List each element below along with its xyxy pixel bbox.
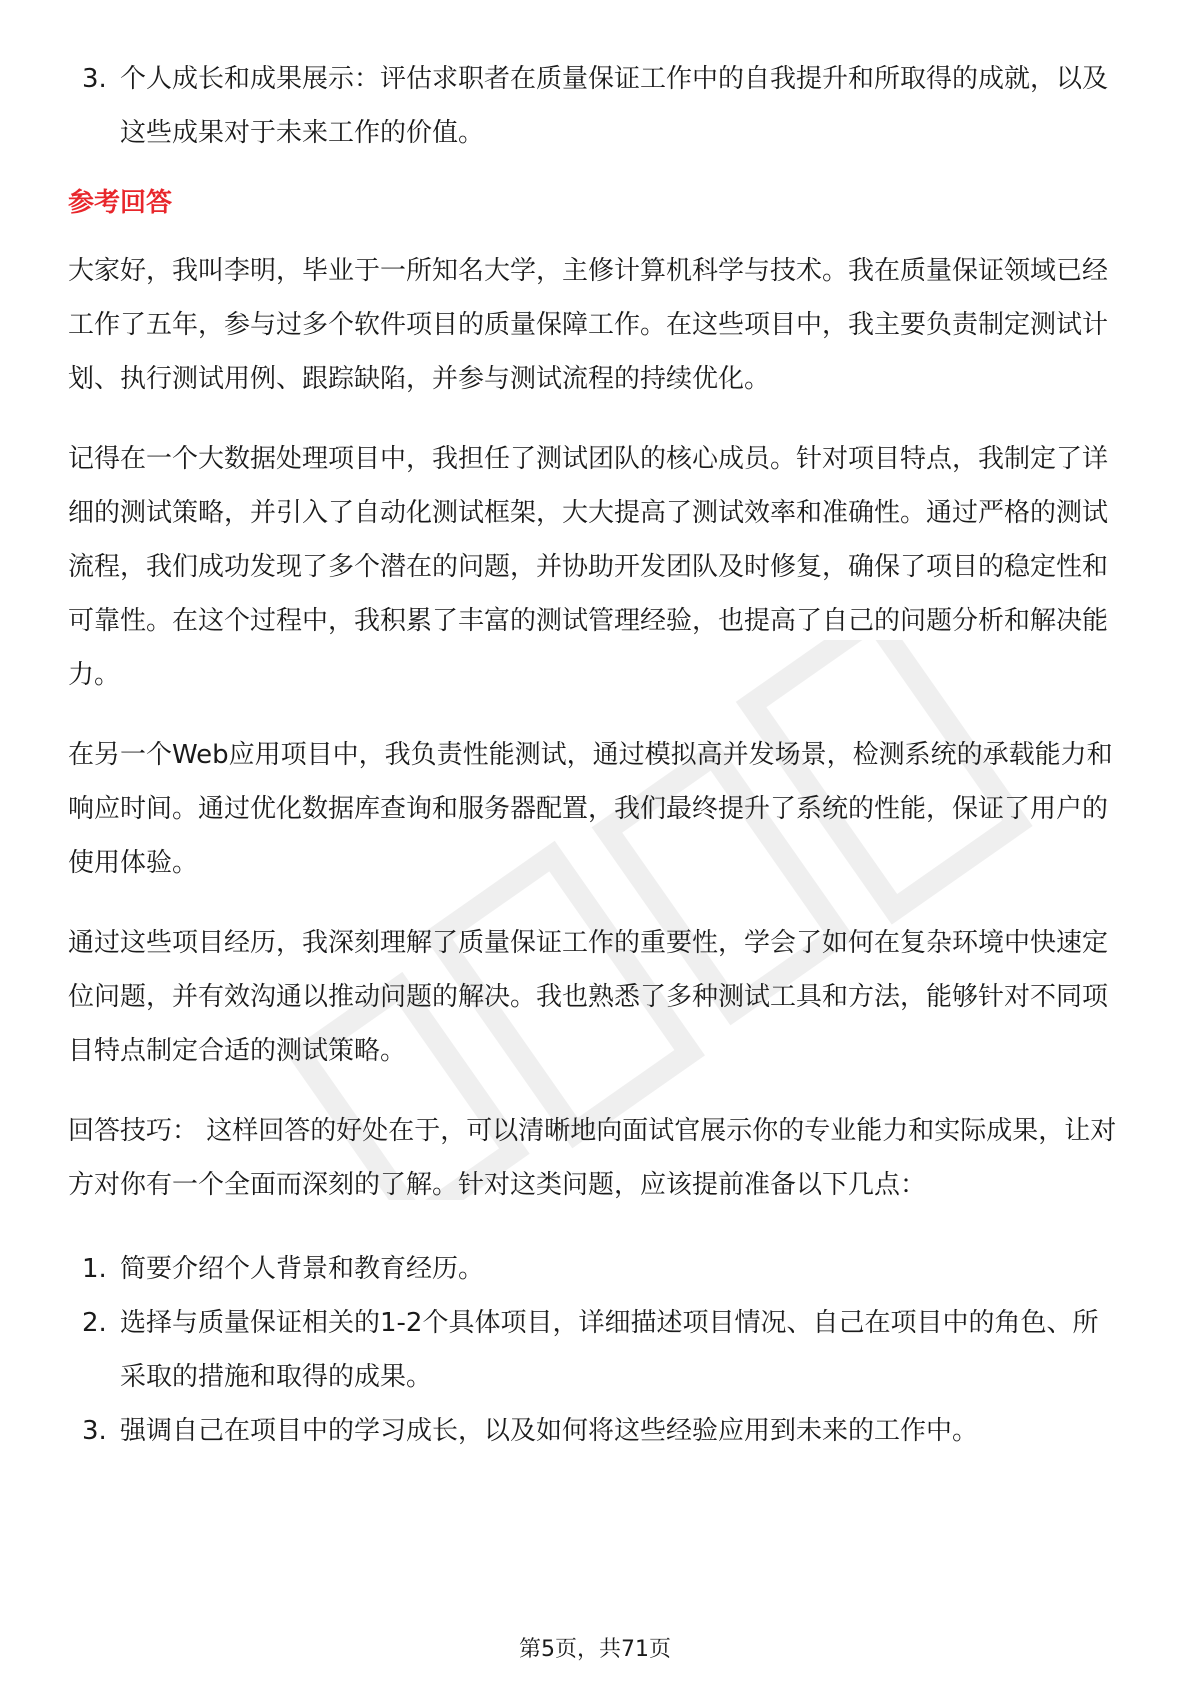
page-footer: 第5页，共71页 xyxy=(519,1637,671,1662)
list-item xyxy=(68,1404,1124,1458)
paragraph: 记得在一个大数据处理项目中，我担任了测试团队的核心成员。针对项目特点，我制定了详细的测试策略，并引入了自动化测试框架，大大提高了测试效率和准确性。通过严格的测试流程，我们成功发现了多个潜在的问题，并协助开发团队及时修复，确保了项目的稳定性和可靠性。在这个过程中，我积累了丰富的测试管理经验，也提高了自己的问题分析和解决能力。 xyxy=(68,444,1109,690)
list-number: 2. xyxy=(82,1308,107,1338)
list-text: 个人成长和成果展示：评估求职者在质量保证工作中的自我提升和所取得的成就，以及这些成果对于未来工作的价值。 xyxy=(120,64,1109,148)
list-number: 3. xyxy=(82,1416,107,1446)
list-text: 简要介绍个人背景和教育经历。 xyxy=(120,1254,485,1284)
paragraph: 大家好，我叫李明，毕业于一所知名大学，主修计算机科学与技术。我在质量保证领域已经工作了五年，参与过多个软件项目的质量保障工作。在这些项目中，我主要负责制定测试计划、执行测试用例、跟踪缺陷，并参与测试流程的持续优化。 xyxy=(68,256,1109,394)
list-text: 强调自己在项目中的学习成长，以及如何将这些经验应用到未来的工作中。 xyxy=(120,1416,979,1446)
main-content xyxy=(68,52,1124,1458)
answer-tips-paragraph: 回答技巧： 这样回答的好处在于，可以清晰地向面试官展示你的专业能力和实际成果，让对方对你有一个全面而深刻的了解。针对这类问题，应该提前准备以下几点： xyxy=(68,1116,1117,1200)
paragraph: 通过这些项目经历，我深刻理解了质量保证工作的重要性，学会了如何在复杂环境中快速定位问题，并有效沟通以推动问题的解决。我也熟悉了多种测试工具和方法，能够针对不同项目特点制定合适的测试策略。 xyxy=(68,928,1109,1066)
tips-list xyxy=(68,1242,1124,1458)
list-item xyxy=(68,52,1124,160)
list-text: 选择与质量保证相关的1-2个具体项目，详细描述项目情况、自己在项目中的角色、所采取的措施和取得的成果。 xyxy=(120,1308,1099,1392)
list-number: 1. xyxy=(82,1254,107,1284)
section-heading: 参考回答 xyxy=(68,188,173,218)
list-item xyxy=(68,1296,1124,1404)
list-item xyxy=(68,1242,1124,1296)
list-number: 3. xyxy=(82,64,107,94)
paragraph: 在另一个Web应用项目中，我负责性能测试，通过模拟高并发场景，检测系统的承载能力和响应时间。通过优化数据库查询和服务器配置，我们最终提升了系统的性能，保证了用户的使用体验。 xyxy=(68,740,1113,878)
